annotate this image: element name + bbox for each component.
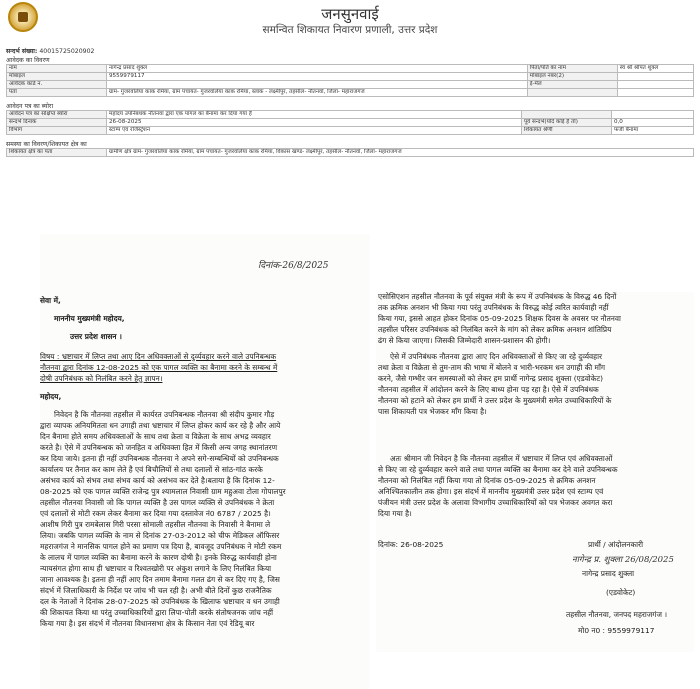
form-label: पूर्व सन्दर्भ(यदि कोई है तो) bbox=[521, 119, 611, 127]
letter-right-line: अतः श्रीमान जी निवेदन है कि नौतनवा तहसील में भ्रष्टाचार में लिप्त एवं अधिवक्ताओं bbox=[390, 454, 613, 463]
letter-left-line: महराजगंज ने मानसिक पागल होने का प्रमाण पत्र दिया है, बावजूद उपनिबंधक ने मोटी रकम bbox=[40, 542, 282, 551]
form-value: स्व श्री श्रीपत शुक्ल bbox=[617, 65, 693, 73]
signature-title: प्रार्थी / आंदोलनकारी bbox=[588, 540, 643, 549]
form-value: नागेन्द्र प्रसाद शुक्ल bbox=[107, 65, 528, 73]
form-value: स्टाम्प एवं रजिस्ट्रेशन bbox=[107, 127, 522, 135]
form-row bbox=[7, 111, 694, 119]
letter-left-line: द्वारा व्यापक अनियमितता धन उगाही तथा भ्रष्टाचार में लिप्त होकर कार्य कर रहे है और आये bbox=[40, 421, 281, 430]
form-value bbox=[107, 81, 528, 89]
form-row bbox=[7, 81, 694, 89]
form-label: मोबाइल bbox=[7, 73, 107, 81]
letter-left-line: उत्तर प्रदेश शासन । bbox=[70, 332, 122, 341]
letter-right-line: नौतनवा तहसील में आंदोलन करने के लिए बाध्य होना पड़ रहा है। ऐसे में उपनिबंधक bbox=[378, 385, 599, 394]
letter-left-line: दिन बैनामा होते समय अधिवक्ताओं के साथ तथा क्रेता व विक्रेता के साथ अभद्र व्यवहार bbox=[40, 432, 271, 441]
form-label: विभाग bbox=[7, 127, 107, 135]
portal-header bbox=[0, 0, 700, 40]
section-location: समस्या का विवरण/शिकायत क्षेत्र का bbox=[6, 141, 87, 148]
form-label: आवेदक कार्ड न. bbox=[7, 81, 107, 89]
form-value: ग्राम- गुजरवलिया कांक रमिया, ग्राम पंचायत- गुजरवलिया कांक रमिया, ब्लाक - लक्ष्मीपुर, तहसील- नौतनवाँ, जिला- महाराजगंज bbox=[107, 89, 528, 97]
form-label: पता bbox=[7, 89, 107, 97]
complaint-no: 40015725020902 bbox=[39, 48, 95, 55]
letter-left-line: न्यायसंगत होगा साथ ही भ्रष्टाचार व रिश्वतखोरी पर अंकुश लगाने के लिए निलंबित किया bbox=[40, 564, 272, 573]
form-row bbox=[7, 149, 694, 157]
letter-right-line: करने, जैसे गम्भीर जन समस्याओं को लेकर हम प्रार्थी नागेन्द्र प्रसाद शुक्ला (एडवोकेट) bbox=[378, 374, 603, 383]
letter-right-line: नौतनवा को हटाने को लेकर हम प्रार्थी ने उत्तर प्रदेश के मुख्यमंत्री समेत उच्चाधिकारियों के bbox=[378, 396, 612, 405]
section-application: आवेदन पत्र का ब्योरा bbox=[6, 103, 54, 110]
applicant-table bbox=[6, 64, 694, 97]
signature-name: नागेन्द्र प्रसाद शुक्ला bbox=[582, 569, 635, 578]
letter-left-line: दल के नेताओं ने दिनांक 28-07-2025 को उपनिबंधक के खिलाफ भ्रष्टाचार व धन उगाही bbox=[40, 597, 280, 606]
letter-right-line: तहसील परिसर उपनिबंधक को निलंबित करने के मांग को लेकर क्रमिक अनशन शांतिप्रिय bbox=[378, 325, 612, 334]
handwritten-date: दिनांक-26/8/2025 bbox=[258, 261, 329, 271]
letter-left-line: महोदय, bbox=[40, 392, 62, 401]
form-label: आवेदन पत्र का संक्षिप्त ब्योरा bbox=[7, 111, 107, 119]
letter-right-line: दिया गया है। bbox=[378, 509, 412, 518]
form-value: 9559979117 bbox=[107, 73, 528, 81]
letter-left-line: किया गया है। इस संदर्भ में नौतनवा विधानसभा क्षेत्र के किसान नेता एवं रेडियू बार bbox=[40, 619, 255, 628]
letter-left-line: की शिकायत किया था परंतु उच्चाधिकारियों द्वारा लिपा-पोती करके संतोषजनक जांच नहीं bbox=[40, 608, 274, 617]
letter-left-line: कर दिया जाये। इतना ही नहीं उपनिबन्धक नौतनवा ने अपने सगे-सम्बन्धियों को उपनिबन्धक bbox=[40, 454, 279, 463]
complaint-form bbox=[6, 46, 694, 157]
form-row bbox=[7, 65, 694, 73]
letter-left-line: विषय : भ्रष्टाचार में लिप्त तथा आए दिन अधिवक्ताओं से दुर्व्यवहार करने वाले उपनिबन्धक bbox=[40, 352, 277, 361]
handwritten-signature: नागेन्द्र प्र. शुक्ला 26/08/2025 bbox=[572, 555, 674, 565]
form-row bbox=[7, 127, 694, 135]
form-value: महोदय उपनिबंधक नौतनवा द्वारा एक पागल का बैनामा कर दिया गया है bbox=[107, 111, 522, 119]
portal-title: जनसुनवाई bbox=[321, 5, 379, 23]
signature-mobile: मो0 न0 : 9559979117 bbox=[578, 626, 655, 635]
letter-right-line: से किए जा रहे दुर्व्यवहार करने वाले तथा पागल व्यक्ति का बैनामा कर देने वाले उपनिबन्धक bbox=[378, 465, 618, 474]
form-label bbox=[521, 111, 611, 119]
form-value: 26-08-2025 bbox=[107, 119, 522, 127]
form-value: फर्जी बैनामा bbox=[611, 127, 693, 135]
form-label: पिता/पति का नाम bbox=[527, 65, 617, 73]
letter-right-line: एसोसिएशन तहसील नौतनवा के पूर्व संयुक्त मंत्री के रूप में उपनिबंधक के विरुद्ध 46 दिनों bbox=[378, 292, 617, 301]
form-value bbox=[617, 81, 693, 89]
form-row bbox=[7, 119, 694, 127]
form-value bbox=[617, 89, 693, 97]
letter-right-line: किया गया, इससे आहत होकर दिनांक 05-09-2025 शिक्षक दिवस के अवसर पर नौतनवा bbox=[378, 314, 621, 323]
letter-left-line: के लालच में पागल व्यक्ति का बैनामा करने के कारण दोषी है। इनके विरुद्ध कार्यवाही होना bbox=[40, 553, 277, 562]
location-table bbox=[6, 148, 694, 157]
letter-left-line: आशीष गिरी पुत्र रामबेलास गिरी परसा सोमाली तहसील नौतनवा के निवासी ने बैनामा ले bbox=[40, 520, 271, 529]
letter-left-line: 08-2025 को एक पागल व्यक्ति राजेन्द्र पुत्र श्यामलाल निवासी ग्राम महुअवा टोला गोपालपुर bbox=[40, 487, 286, 496]
form-value bbox=[617, 73, 693, 81]
letter-right-line: पंजीयन मंत्री उत्तर प्रदेश के अलावा विभागीय उच्चाधिकारियों को पत्र भेजकर अवगत करा bbox=[378, 498, 613, 507]
letter-left-line: एवं दलालों से मोटी रकम लेकर बैनामा कर दिया गया दस्तावेज नं0 6787 / 2025 है। bbox=[40, 509, 271, 518]
letter-left-line: करते है। ऐसे में उपनिबन्धक को जनहित व अधिवक्ता हित में किसी अन्य जगह स्थानांतरण bbox=[40, 443, 278, 452]
form-label bbox=[527, 89, 617, 97]
form-label: सन्दर्भ दिनांक bbox=[7, 119, 107, 127]
letter-right-line: तक क्रमिक अनशन भी किया गया परंतु उपनिबंधक के विरुद्ध कोई त्वरित कार्यवाही नहीं bbox=[378, 303, 609, 312]
form-label: मोबाइल नंबर(2) bbox=[527, 73, 617, 81]
form-label: नाम bbox=[7, 65, 107, 73]
signature-role: (एडवोकेट) bbox=[606, 588, 636, 597]
letter-right-line: तथा क्रेता व विक्रेता से तुम-ताम की भाषा में बोलने व भारी-भरकम धन उगाही की माँग bbox=[378, 363, 606, 372]
letter-right-line: पास शिकायती पत्र भेजकर माँग किया है। bbox=[378, 407, 487, 416]
form-label: शिकायत श्रेणी bbox=[521, 127, 611, 135]
letter-left-line: माननीय मुख्यमंत्री महोदय, bbox=[54, 314, 125, 323]
letter-page-left bbox=[40, 234, 370, 689]
form-row bbox=[7, 89, 694, 97]
application-table bbox=[6, 110, 694, 135]
signature-address: तहसील नौतनवा, जनपद महराजगंज । bbox=[566, 610, 668, 619]
letter-page-right bbox=[376, 292, 694, 652]
letter-right-line: ऐसे में उपनिबंधक नौतनवा द्वारा आए दिन अधिवक्ताओं से किए जा रहे दुर्व्यवहार bbox=[390, 352, 603, 361]
letter-left-line: कार्यालय पर तैनात कर काम लेते है एवं बिचौलियों से तथा दलालों से सांठ-गांठ करके bbox=[40, 465, 263, 474]
letter-left-line: दोषी उपनिबंधक को निलंबित करने हेतु ज्ञापन। bbox=[40, 374, 163, 383]
letter-left-line: जाना आवश्यक है। इतना ही नहीं आए दिन तमाम बैनामा गलत ढंग से कर दिए गए है, जिस bbox=[40, 575, 280, 584]
complaint-no-label: सन्दर्भ संख्या: bbox=[6, 48, 38, 55]
letter-left-line: तहसील नौतनवा निवासी जो कि पागल व्यक्ति है उस पागल व्यक्ति से उपनिबंधक ने क्रेता bbox=[40, 498, 275, 507]
letter-left-line: नौतनवा द्वारा दिनांक 12-08-2025 को एक पागल व्यक्ति का बैनामा करने के सम्बन्ध में bbox=[40, 363, 278, 372]
form-label: शिकायत क्षेत्र का पता bbox=[7, 149, 107, 157]
form-value: 0,0 bbox=[611, 119, 693, 127]
letter-right-line: ढंग से किया जाएगा। जिसकी जिम्मेदारी शासन-प्रशासन की होगी। bbox=[378, 336, 551, 345]
form-value: ग्रामीण क्षेत्र ग्राम- गुजरवलिया कांक रमिया, ग्राम पंचायत- गुजरवलिया कांक रमिया, विकास खण्ड- लक्ष्मीपुर, तहसील- नौतनवाँ, जिला- महाराजगंज bbox=[107, 149, 694, 157]
letter-left-line: लिया। जबकि पागल व्यक्ति के नाम से दिनांक 27-03-2012 को चीफ मेडिकल ऑफिसर bbox=[40, 531, 280, 540]
form-row bbox=[7, 73, 694, 81]
letter-left-line: सेवा में, bbox=[40, 296, 61, 305]
form-value bbox=[611, 111, 693, 119]
letter-right-line: अनिश्चितकालीन तक होगा। इस संदर्भ में माननीय मुख्यमंत्री उत्तर प्रदेश एवं स्टाम्प एवं bbox=[378, 487, 604, 496]
letter-left-line: निवेदन है कि नौतनवा तहसील में कार्यरत उपनिबन्धक नौतनवा श्री संदीप कुमार गौड़ bbox=[54, 410, 275, 419]
form-label: ई-मेल bbox=[527, 81, 617, 89]
letter-date: दिनांक: 26-08-2025 bbox=[378, 540, 444, 549]
letter-left-line: संदर्भ में जिलाधिकारी के निर्देश पर जांच भी चल रही है। अभी बीते दिनों कुछ राजनैतिक bbox=[40, 586, 272, 595]
letter-left-line: असंभव कार्य को संभव तथा संभव कार्य को असंभव कर देते है।बताया है कि दिनांक 12- bbox=[40, 476, 275, 485]
portal-subtitle: समन्वित शिकायत निवारण प्रणाली, उत्तर प्रदेश bbox=[262, 24, 438, 36]
letter-right-line: नौतनवा को निलंबित नहीं किया गया तो दिनांक 05-09-2025 से क्रमिक अनशन bbox=[378, 476, 596, 485]
section-applicant: आवेदक का विवरण bbox=[6, 57, 50, 64]
